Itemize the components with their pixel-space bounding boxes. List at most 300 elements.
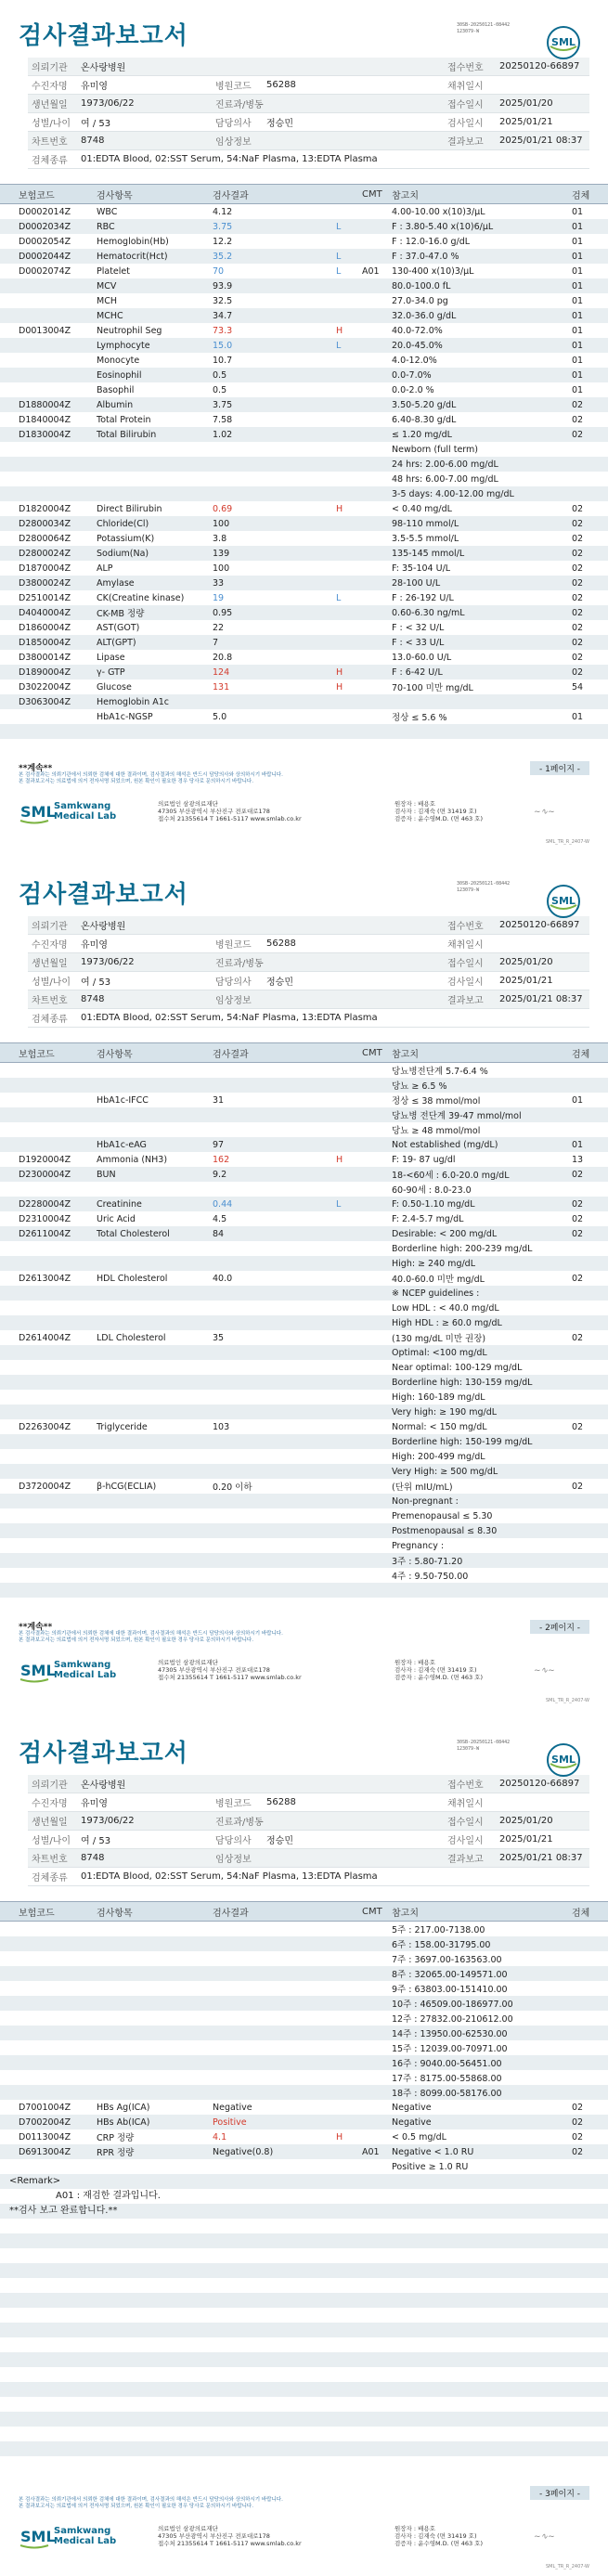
results-table-header bbox=[0, 184, 608, 204]
cell-reference: 24 hrs: 2.00-6.00 mg/dL bbox=[392, 459, 498, 470]
label-doctor: 담당의사 bbox=[215, 1836, 252, 1846]
cell-test-name: RBC bbox=[97, 221, 115, 232]
sml-logo-icon bbox=[545, 24, 582, 61]
address-line-1: 의료법인 삼광의료재단 bbox=[158, 1659, 218, 1666]
cell-test-name: Eosinophil bbox=[97, 369, 142, 381]
cell-specimen: 01 bbox=[572, 340, 584, 351]
label-result-date: 결과보고 bbox=[447, 137, 484, 148]
barcode-line-2: 123079-W bbox=[457, 1746, 480, 1752]
cell-reference: 10주 : 46509.00-186977.00 bbox=[392, 2000, 513, 2010]
cell-specimen: 01 bbox=[572, 265, 584, 277]
cell-result: 10.7 bbox=[213, 355, 233, 366]
cell-reference: Very High: ≥ 500 mg/dL bbox=[392, 1466, 498, 1477]
label-exam-date: 검사일시 bbox=[447, 977, 484, 988]
cell-reference: 0.0-7.0% bbox=[392, 369, 432, 381]
cell-code: D6913004Z bbox=[19, 2146, 71, 2157]
cell-test-name: Monocyte bbox=[97, 355, 140, 366]
table-row bbox=[0, 427, 608, 442]
cell-code: D2510014Z bbox=[19, 592, 71, 603]
report-page-1 bbox=[0, 0, 608, 859]
cell-result: 0.69 bbox=[213, 503, 233, 514]
label-hospital-code: 병원코드 bbox=[215, 940, 252, 951]
table-row bbox=[0, 293, 608, 308]
samkwang-logo-text bbox=[54, 1660, 116, 1680]
cell-reference: 정상 ≤ 38 mmol/mol bbox=[392, 1096, 481, 1107]
cell-test-name: Total Bilirubin bbox=[97, 429, 157, 440]
table-row bbox=[0, 1523, 608, 1538]
cell-code: D2611004Z bbox=[19, 1228, 71, 1239]
cell-specimen: 01 bbox=[572, 310, 584, 321]
sign-line-1: 원장자 : 배용호 bbox=[395, 2525, 435, 2532]
info-row-birth bbox=[28, 953, 589, 972]
table-row bbox=[0, 219, 608, 234]
cell-test-name: β-hCG(ECLIA) bbox=[97, 1481, 157, 1492]
label-clinical: 임상정보 bbox=[215, 996, 252, 1006]
table-row bbox=[0, 1167, 608, 1182]
cell-flag: L bbox=[336, 340, 342, 351]
label-result-date: 결과보고 bbox=[447, 1855, 484, 1865]
table-row bbox=[0, 1538, 608, 1553]
cell-reference: Near optimal: 100-129 mg/dL bbox=[392, 1362, 523, 1373]
table-row bbox=[0, 249, 608, 264]
table-row bbox=[0, 264, 608, 278]
cell-specimen: 54 bbox=[572, 681, 584, 693]
signature-image: ~∿~ bbox=[534, 1666, 555, 1676]
table-row bbox=[0, 2085, 608, 2100]
info-row-patient bbox=[28, 76, 589, 95]
empty-row bbox=[0, 2337, 608, 2352]
cell-result: 4.5 bbox=[213, 1213, 227, 1224]
table-row bbox=[0, 1107, 608, 1122]
cell-code: D2800064Z bbox=[19, 533, 71, 544]
table-row bbox=[0, 2129, 608, 2144]
exam-date-value: 2025/01/21 bbox=[499, 976, 553, 986]
cell-code: D2263004Z bbox=[19, 1421, 71, 1432]
cell-reference: 3-5 days: 4.00-12.00 mg/dL bbox=[392, 488, 514, 499]
page-header bbox=[0, 859, 608, 916]
cell-code: D1880004Z bbox=[19, 399, 71, 410]
table-row bbox=[0, 2026, 608, 2040]
cell-reference: 6.40-8.30 g/dL bbox=[392, 414, 457, 425]
label-receipt-no: 접수번호 bbox=[447, 922, 484, 932]
sign-line-3: 검증자 : 윤수영M.D. (면 463 호) bbox=[395, 815, 483, 822]
cell-result: 20.8 bbox=[213, 652, 233, 663]
col-header-result: 검사결과 bbox=[213, 1049, 249, 1060]
cell-result: 4.1 bbox=[213, 2131, 227, 2142]
label-collect-date: 채취일시 bbox=[447, 1799, 484, 1809]
svg-text:SML: SML bbox=[20, 2528, 56, 2545]
cell-specimen: 02 bbox=[572, 2102, 584, 2113]
info-row-institution bbox=[28, 1775, 589, 1793]
col-header-result: 검사결과 bbox=[213, 190, 249, 201]
cell-code: D3022004Z bbox=[19, 681, 71, 693]
results-table-body bbox=[0, 1063, 608, 1612]
cell-specimen: 02 bbox=[572, 2131, 584, 2142]
cell-reference: Pregnancy : bbox=[392, 1540, 445, 1551]
cell-reference: 0.0-2.0 % bbox=[392, 384, 434, 395]
cell-reference: ※ NCEP guidelines : bbox=[392, 1288, 480, 1299]
cell-reference: ≤ 1.20 mg/dL bbox=[392, 429, 452, 440]
col-header-cmt: CMT bbox=[362, 1047, 382, 1058]
receipt-no-value: 20250120-66897 bbox=[499, 1779, 580, 1789]
label-patient: 수진자명 bbox=[32, 940, 68, 951]
cell-reference: 16주 : 9040.00-56451.00 bbox=[392, 2059, 502, 2069]
table-row bbox=[0, 382, 608, 397]
sign-line-2: 검사자 : 김재숙 (면 31419 호) bbox=[395, 2532, 477, 2540]
cell-test-name: HBs Ab(ICA) bbox=[97, 2116, 150, 2128]
sign-line-1: 원장자 : 배용호 bbox=[395, 800, 435, 808]
exam-date-value: 2025/01/21 bbox=[499, 117, 553, 127]
report-title: 검사결과보고서 bbox=[19, 1740, 188, 1767]
remark-title: <Remark> bbox=[0, 2174, 608, 2189]
address-line-3: 접수처 21355614 T 1661-5117 www.smlab.co.kr bbox=[158, 1674, 302, 1681]
cell-test-name: Direct Bilirubin bbox=[97, 503, 162, 514]
cell-result: 32.5 bbox=[213, 295, 233, 306]
footer-top-line bbox=[19, 761, 589, 772]
cell-test-name: Sodium(Na) bbox=[97, 548, 149, 559]
end-note: **검사 보고 완료합니다.** bbox=[0, 2204, 608, 2219]
table-row bbox=[0, 635, 608, 650]
company-name-1: Samkwang bbox=[54, 801, 111, 811]
address-line-3: 접수처 21355614 T 1661-5117 www.smlab.co.kr bbox=[158, 2540, 302, 2547]
col-header-name: 검사항목 bbox=[97, 1049, 133, 1060]
company-name-2: Medical Lab bbox=[54, 1670, 117, 1680]
receipt-date-value: 2025/01/20 bbox=[499, 98, 553, 109]
form-id: SML_TR_R_2407-W bbox=[545, 1698, 589, 1703]
samkwang-logo bbox=[19, 797, 158, 825]
result-date-value: 2025/01/21 08:37 bbox=[499, 1853, 583, 1863]
result-date-value: 2025/01/21 08:37 bbox=[499, 136, 583, 146]
cell-test-name: Hemoglobin A1c bbox=[97, 696, 170, 707]
cell-test-name: Lipase bbox=[97, 652, 125, 663]
sign-line-1: 원장자 : 배용호 bbox=[395, 1659, 435, 1666]
cell-reference: Negative bbox=[392, 2116, 432, 2128]
cell-specimen: 01 bbox=[572, 206, 584, 217]
samkwang-logo bbox=[19, 1656, 158, 1684]
table-row bbox=[0, 1241, 608, 1256]
empty-row bbox=[0, 2397, 608, 2412]
cell-reference: F : 3.80-5.40 x(10)6/μL bbox=[392, 221, 494, 232]
specimen-value: 01:EDTA Blood, 02:SST Serum, 54:NaF Plasma, 13:EDTA Plasma bbox=[81, 1871, 378, 1882]
samkwang-logo bbox=[19, 2522, 158, 2550]
patient-info bbox=[28, 1775, 589, 1886]
samkwang-logo-text bbox=[54, 801, 116, 822]
cell-specimen: 02 bbox=[572, 577, 584, 589]
cell-test-name: CRP 정량 bbox=[97, 2133, 135, 2143]
cell-specimen: 01 bbox=[572, 251, 584, 262]
table-row bbox=[0, 1434, 608, 1449]
footer-signatures bbox=[395, 2525, 543, 2547]
empty-row bbox=[0, 2293, 608, 2308]
cell-code: D0113004Z bbox=[19, 2131, 71, 2142]
empty-row bbox=[0, 2427, 608, 2441]
label-hospital-code: 병원코드 bbox=[215, 1799, 252, 1809]
cell-reference: F : < 33 U/L bbox=[392, 637, 445, 648]
label-birth: 생년월일 bbox=[32, 100, 68, 110]
info-row-birth bbox=[28, 1812, 589, 1831]
sex-age-value: 여 / 53 bbox=[81, 977, 111, 988]
cell-reference: 4주 : 9.50-750.00 bbox=[392, 1572, 469, 1582]
cell-reference: 18주 : 8099.00-58176.00 bbox=[392, 2089, 502, 2099]
cell-reference: Not established (mg/dL) bbox=[392, 1139, 498, 1150]
disclaimer-line-1: 본 검사결과는 의뢰기관에서 의뢰한 검체에 대한 결과이며, 검사결과의 해석은 반드시 담당의사와 상의하시기 바랍니다. bbox=[19, 1631, 283, 1637]
report-page-2 bbox=[0, 859, 608, 1717]
cell-result: 0.5 bbox=[213, 369, 227, 381]
cell-flag: H bbox=[336, 2131, 343, 2142]
cell-reference: Optimal: <100 mg/dL bbox=[392, 1347, 487, 1358]
cell-result: 12.2 bbox=[213, 236, 233, 247]
cell-reference: Borderline high: 130-159 mg/dL bbox=[392, 1377, 533, 1388]
cell-result: 7.58 bbox=[213, 414, 233, 425]
table-row bbox=[0, 546, 608, 561]
cell-specimen: 01 bbox=[572, 295, 584, 306]
info-row-chart bbox=[28, 132, 589, 150]
cell-code: D3800014Z bbox=[19, 652, 71, 663]
cell-result: 40.0 bbox=[213, 1273, 233, 1284]
footer-main bbox=[19, 795, 589, 828]
table-row bbox=[0, 1449, 608, 1464]
cell-reference: 4.00-10.00 x(10)3/μL bbox=[392, 206, 485, 217]
cell-reference: 당뇨병 전단계 39-47 mmol/mol bbox=[392, 1111, 522, 1121]
cell-flag: L bbox=[336, 265, 342, 277]
label-sex-age: 성별/나이 bbox=[32, 977, 71, 988]
cell-reference: 당뇨 ≥ 48 mmol/mol bbox=[392, 1126, 481, 1136]
cell-result: 35 bbox=[213, 1332, 225, 1343]
col-header-name: 검사항목 bbox=[97, 1908, 133, 1919]
empty-row bbox=[0, 2233, 608, 2248]
page-header bbox=[0, 1717, 608, 1775]
cell-code: D1840004Z bbox=[19, 414, 71, 425]
table-row bbox=[0, 1508, 608, 1523]
cell-flag: L bbox=[336, 1198, 342, 1210]
cell-reference: Premenopausal ≤ 5.30 bbox=[392, 1510, 493, 1521]
cell-reference: High HDL : ≥ 60.0 mg/dL bbox=[392, 1317, 502, 1328]
cell-reference: High: 200-499 mg/dL bbox=[392, 1451, 485, 1462]
cell-specimen: 13 bbox=[572, 1154, 584, 1165]
label-hospital-code: 병원코드 bbox=[215, 82, 252, 92]
cell-test-name: Total Cholesterol bbox=[97, 1228, 170, 1239]
institution-value: 온사랑병원 bbox=[81, 1780, 126, 1791]
footer-top-line bbox=[19, 2486, 589, 2497]
table-row bbox=[0, 1330, 608, 1345]
cell-result: 31 bbox=[213, 1094, 225, 1106]
col-header-code: 보험코드 bbox=[19, 1049, 55, 1060]
cell-result: 70 bbox=[213, 265, 225, 277]
company-name-2: Medical Lab bbox=[54, 2536, 117, 2546]
info-row-specimen bbox=[28, 150, 589, 169]
cell-code: D2800034Z bbox=[19, 518, 71, 529]
cell-reference: 7주 : 3697.00-163563.00 bbox=[392, 1955, 502, 1965]
footer-signatures bbox=[395, 1659, 543, 1681]
results-table-body bbox=[0, 204, 608, 754]
result-date-value: 2025/01/21 08:37 bbox=[499, 994, 583, 1004]
table-row bbox=[0, 323, 608, 338]
cell-specimen: 02 bbox=[572, 1169, 584, 1180]
empty-row bbox=[0, 2352, 608, 2367]
table-row bbox=[0, 412, 608, 427]
col-header-ref: 참고치 bbox=[392, 190, 419, 201]
cell-result: 103 bbox=[213, 1421, 230, 1432]
samkwang-logo-icon bbox=[19, 2522, 56, 2550]
cell-reference: (130 mg/dL 미만 권장) bbox=[392, 1334, 486, 1344]
footer-signatures bbox=[395, 800, 543, 822]
cell-result: 131 bbox=[213, 681, 230, 693]
cell-result: 33 bbox=[213, 577, 225, 589]
exam-date-value: 2025/01/21 bbox=[499, 1834, 553, 1845]
logo-text: SML bbox=[551, 1754, 576, 1766]
birth-value: 1973/06/22 bbox=[81, 1816, 135, 1826]
cell-test-name: Uric Acid bbox=[97, 1213, 136, 1224]
cell-test-name: ALT(GPT) bbox=[97, 637, 136, 648]
table-row bbox=[0, 1226, 608, 1241]
table-row bbox=[0, 1464, 608, 1479]
cell-test-name: MCHC bbox=[97, 310, 123, 321]
cell-reference: 17주 : 8175.00-55868.00 bbox=[392, 2074, 502, 2084]
sign-line-2: 검사자 : 김재숙 (면 31419 호) bbox=[395, 1666, 477, 1674]
cell-specimen: 02 bbox=[572, 667, 584, 678]
cell-reference: 5주 : 217.00-7138.00 bbox=[392, 1925, 485, 1935]
svg-text:SML: SML bbox=[20, 803, 56, 821]
page-number: - 1페이지 - bbox=[530, 761, 589, 775]
col-header-ref: 참고치 bbox=[392, 1908, 419, 1919]
empty-row bbox=[0, 2278, 608, 2293]
results-table-header bbox=[0, 1042, 608, 1063]
cell-code: D1920004Z bbox=[19, 1154, 71, 1165]
page-footer bbox=[19, 1620, 589, 1703]
col-header-ref: 참고치 bbox=[392, 1049, 419, 1060]
cell-reference: (단위 mIU/mL) bbox=[392, 1482, 453, 1493]
form-id: SML_TR_R_2407-W bbox=[545, 839, 589, 845]
page-number: - 2페이지 - bbox=[530, 1620, 589, 1634]
cell-result: 0.44 bbox=[213, 1198, 233, 1210]
cell-code: D1890004Z bbox=[19, 667, 71, 678]
cell-specimen: 02 bbox=[572, 1213, 584, 1224]
cell-test-name: CK(Creatine kinase) bbox=[97, 592, 185, 603]
disclaimer-line-2: 본 결과보고서는 의료법에 의거 전자서명 되었으며, 원본 확인이 필요한 경우 당사로 문의하시기 바랍니다. bbox=[19, 779, 253, 784]
cell-reference: 3주 : 5.80-71.20 bbox=[392, 1557, 463, 1567]
cell-specimen: 01 bbox=[572, 221, 584, 232]
cell-reference: Positive ≥ 1.0 RU bbox=[392, 2161, 469, 2172]
cell-reference: High: 160-189 mg/dL bbox=[392, 1392, 485, 1403]
label-birth: 생년월일 bbox=[32, 959, 68, 969]
label-doctor: 담당의사 bbox=[215, 977, 252, 988]
table-row bbox=[0, 278, 608, 293]
label-receipt-date: 접수일시 bbox=[447, 959, 484, 969]
cell-code: D0002044Z bbox=[19, 251, 71, 262]
table-row bbox=[0, 442, 608, 457]
col-header-code: 보험코드 bbox=[19, 190, 55, 201]
cell-test-name: MCH bbox=[97, 295, 117, 306]
label-receipt-date: 접수일시 bbox=[447, 100, 484, 110]
table-row bbox=[0, 1301, 608, 1315]
cell-test-name: Basophil bbox=[97, 384, 135, 395]
cell-specimen: 01 bbox=[572, 325, 584, 336]
cell-specimen: 01 bbox=[572, 1139, 584, 1150]
cell-test-name: Neutrophil Seg bbox=[97, 325, 162, 336]
barcode-line-2: 123079-W bbox=[457, 887, 480, 893]
label-clinical: 임상정보 bbox=[215, 137, 252, 148]
col-header-spec: 검체 bbox=[572, 190, 590, 201]
label-receipt-no: 접수번호 bbox=[447, 1780, 484, 1791]
cell-code: D1830004Z bbox=[19, 429, 71, 440]
sml-logo-icon bbox=[545, 883, 582, 920]
info-row-specimen bbox=[28, 1009, 589, 1028]
table-row bbox=[0, 1271, 608, 1286]
cell-flag: L bbox=[336, 251, 342, 262]
cell-reference: 12주 : 27832.00-210612.00 bbox=[392, 2014, 513, 2025]
table-row bbox=[0, 2115, 608, 2129]
label-doctor: 담당의사 bbox=[215, 119, 252, 129]
cell-result: 35.2 bbox=[213, 251, 233, 262]
form-id: SML_TR_R_2407-W bbox=[545, 2564, 589, 2570]
cell-specimen: 02 bbox=[572, 399, 584, 410]
cell-result: 5.0 bbox=[213, 711, 227, 722]
cell-reference: Desirable: < 200 mg/dL bbox=[392, 1228, 498, 1239]
cell-result: Negative bbox=[213, 2102, 252, 2113]
cell-test-name: HBs Ag(ICA) bbox=[97, 2102, 150, 2113]
cell-result: 15.0 bbox=[213, 340, 233, 351]
cell-test-name: ALP bbox=[97, 563, 113, 574]
report-title: 검사결과보고서 bbox=[19, 881, 188, 909]
table-row bbox=[0, 308, 608, 323]
table-row bbox=[0, 338, 608, 353]
cell-reference: 9주 : 63803.00-151410.00 bbox=[392, 1985, 508, 1995]
cell-reference: F : 12.0-16.0 g/dL bbox=[392, 236, 471, 247]
results-table-header bbox=[0, 1901, 608, 1922]
empty-row bbox=[0, 1583, 608, 1598]
samkwang-logo-icon bbox=[19, 1656, 56, 1684]
cell-cmt: A01 bbox=[362, 265, 380, 277]
cell-test-name: Total Protein bbox=[97, 414, 151, 425]
empty-row bbox=[0, 2323, 608, 2337]
cell-reference: 6주 : 158.00-31795.00 bbox=[392, 1940, 491, 1950]
cell-result: 4.12 bbox=[213, 206, 233, 217]
cell-reference: 60-90세 : 8.0-23.0 bbox=[392, 1185, 472, 1196]
cell-reference: F : 37.0-47.0 % bbox=[392, 251, 459, 262]
cell-specimen: 02 bbox=[572, 2146, 584, 2157]
cell-specimen: 02 bbox=[572, 503, 584, 514]
table-row bbox=[0, 234, 608, 249]
table-row bbox=[0, 2040, 608, 2055]
cell-test-name: Hemoglobin(Hb) bbox=[97, 236, 169, 247]
table-row bbox=[0, 1137, 608, 1152]
disclaimer-line-2: 본 결과보고서는 의료법에 의거 전자서명 되었으며, 원본 확인이 필요한 경우 당사로 문의하시기 바랍니다. bbox=[19, 1638, 253, 1643]
label-dept: 진료과/병동 bbox=[215, 1818, 264, 1828]
table-row bbox=[0, 1936, 608, 1951]
cell-reference: High: ≥ 240 mg/dL bbox=[392, 1258, 475, 1269]
table-row bbox=[0, 576, 608, 590]
label-institution: 의뢰기관 bbox=[32, 63, 68, 73]
receipt-date-value: 2025/01/20 bbox=[499, 1816, 553, 1826]
info-row-sex-age bbox=[28, 1831, 589, 1849]
table-row bbox=[0, 1286, 608, 1301]
cell-reference: Low HDL : < 40.0 mg/dL bbox=[392, 1302, 499, 1314]
footer-top-line bbox=[19, 1620, 589, 1631]
cell-result: Positive bbox=[213, 2116, 247, 2128]
table-row bbox=[0, 1315, 608, 1330]
table-row bbox=[0, 1063, 608, 1078]
cell-code: D3800024Z bbox=[19, 577, 71, 589]
cell-specimen: 02 bbox=[572, 1332, 584, 1343]
cell-specimen: 02 bbox=[572, 652, 584, 663]
cell-reference: 48 hrs: 6.00-7.00 mg/dL bbox=[392, 473, 498, 485]
cell-result: 73.3 bbox=[213, 325, 233, 336]
empty-row bbox=[0, 2412, 608, 2427]
cell-reference: Borderline high: 150-199 mg/dL bbox=[392, 1436, 533, 1447]
cell-code: D3720004Z bbox=[19, 1481, 71, 1492]
barcode-line-2: 123079-W bbox=[457, 29, 480, 34]
table-row bbox=[0, 1345, 608, 1360]
